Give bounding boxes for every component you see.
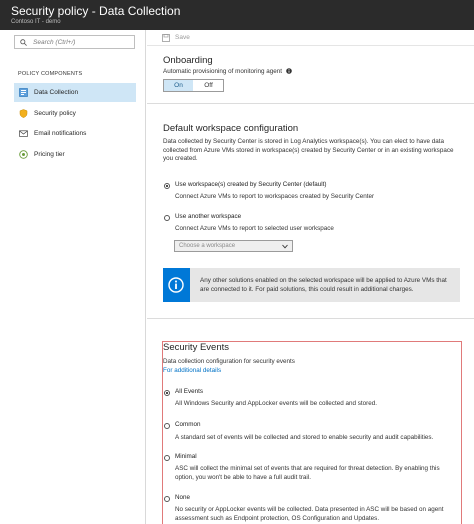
save-label: Save xyxy=(175,34,190,41)
workspace-description: Data collected by Security Center is stored in Log Analytics workspace(s). You can elect to have data collected from Azure VMs stored in workspace(s) created by Security Center or in an existing workspace you created. xyxy=(163,138,454,163)
search-input[interactable] xyxy=(14,35,135,49)
workspace-option2-label: Use another workspace xyxy=(175,213,242,220)
sidebar-item-email-notifications[interactable] xyxy=(14,124,136,143)
section-label: POLICY COMPONENTS xyxy=(18,71,83,77)
search-icon xyxy=(20,39,27,46)
events-option-desc: A standard set of events will be collected and stored to enable security and audit capabilities. xyxy=(175,434,434,441)
save-button[interactable] xyxy=(157,30,197,46)
events-option-label: Common xyxy=(175,421,201,428)
sidebar-item-label: Email notifications xyxy=(34,130,87,137)
divider xyxy=(147,103,474,104)
divider xyxy=(147,318,474,319)
info-banner-text: Any other solutions enabled on the selected workspace will be applied to Azure VMs that are connected to it. For paid solutions, this could result in additional charges. xyxy=(200,277,447,293)
blade-title: Security policy - Data Collection xyxy=(11,4,181,18)
security-events-heading: Security Events xyxy=(163,342,229,353)
sidebar-item-label: Data Collection xyxy=(34,89,79,96)
info-banner-icon-box xyxy=(163,268,190,302)
save-icon xyxy=(162,34,170,42)
info-icon[interactable] xyxy=(286,68,292,74)
sidebar-item-security-policy[interactable] xyxy=(14,104,136,123)
blade-subtitle: Contoso IT - demo xyxy=(11,19,61,25)
workspace-option2-desc: Connect Azure VMs to report to selected user workspace xyxy=(175,225,334,232)
workspace-option1-label: Use workspace(s) created by Security Center (default) xyxy=(175,181,327,188)
security-events-description: Data collection configuration for security events xyxy=(163,358,295,365)
events-option-desc: ASC will collect the minimal set of events that are required for threat detection. By enabling this option, you won't be able to have a full audit trail. xyxy=(175,465,440,481)
info-circle-icon xyxy=(168,277,184,293)
sidebar-item-label: Pricing tier xyxy=(34,151,65,158)
additional-details-link[interactable]: For additional details xyxy=(163,367,222,374)
workspace-heading: Default workspace configuration xyxy=(163,123,299,134)
events-option-label: None xyxy=(175,494,191,501)
radio-workspace-other[interactable] xyxy=(164,215,170,221)
workspace-option1-desc: Connect Azure VMs to report to workspaces created by Security Center xyxy=(175,193,375,200)
envelope-icon xyxy=(19,129,28,138)
data-collection-icon xyxy=(19,88,28,97)
radio-events-minimal[interactable] xyxy=(164,455,170,461)
info-banner xyxy=(163,268,460,302)
events-option-label: All Events xyxy=(175,388,203,395)
events-option-desc: All Windows Security and AppLocker events will be collected and stored. xyxy=(175,400,377,407)
radio-events-none[interactable] xyxy=(164,496,170,502)
sidebar-item-label: Security policy xyxy=(34,110,76,117)
workspace-select[interactable] xyxy=(174,240,293,252)
toggle-off-option[interactable]: Off xyxy=(204,82,213,89)
sidebar-item-pricing-tier[interactable] xyxy=(14,145,136,164)
workspace-select-placeholder: Choose a workspace xyxy=(179,243,236,249)
provisioning-label xyxy=(163,68,292,77)
shield-icon xyxy=(19,109,28,118)
events-option-label: Minimal xyxy=(175,453,197,460)
events-option-desc: No security or AppLocker events will be collected. Data presented in ASC will be based on agent assessment such as Endpoint protection, OS Configuration and Updates. xyxy=(175,506,444,522)
onboarding-heading: Onboarding xyxy=(163,55,213,66)
radio-workspace-default[interactable] xyxy=(164,183,170,189)
toggle-on-option[interactable]: On xyxy=(164,80,193,91)
search-placeholder: Search (Ctrl+/) xyxy=(33,39,76,46)
command-bar xyxy=(147,30,474,46)
radio-events-all[interactable] xyxy=(164,390,170,396)
pricing-icon xyxy=(19,150,28,159)
provisioning-toggle[interactable] xyxy=(163,79,224,92)
title-bar xyxy=(0,0,474,30)
sidebar-item-data-collection[interactable] xyxy=(14,83,136,102)
sidebar xyxy=(0,30,146,524)
provisioning-label-text: Automatic provisioning of monitoring agent xyxy=(163,68,283,75)
radio-events-common[interactable] xyxy=(164,423,170,429)
chevron-down-icon xyxy=(282,244,288,249)
